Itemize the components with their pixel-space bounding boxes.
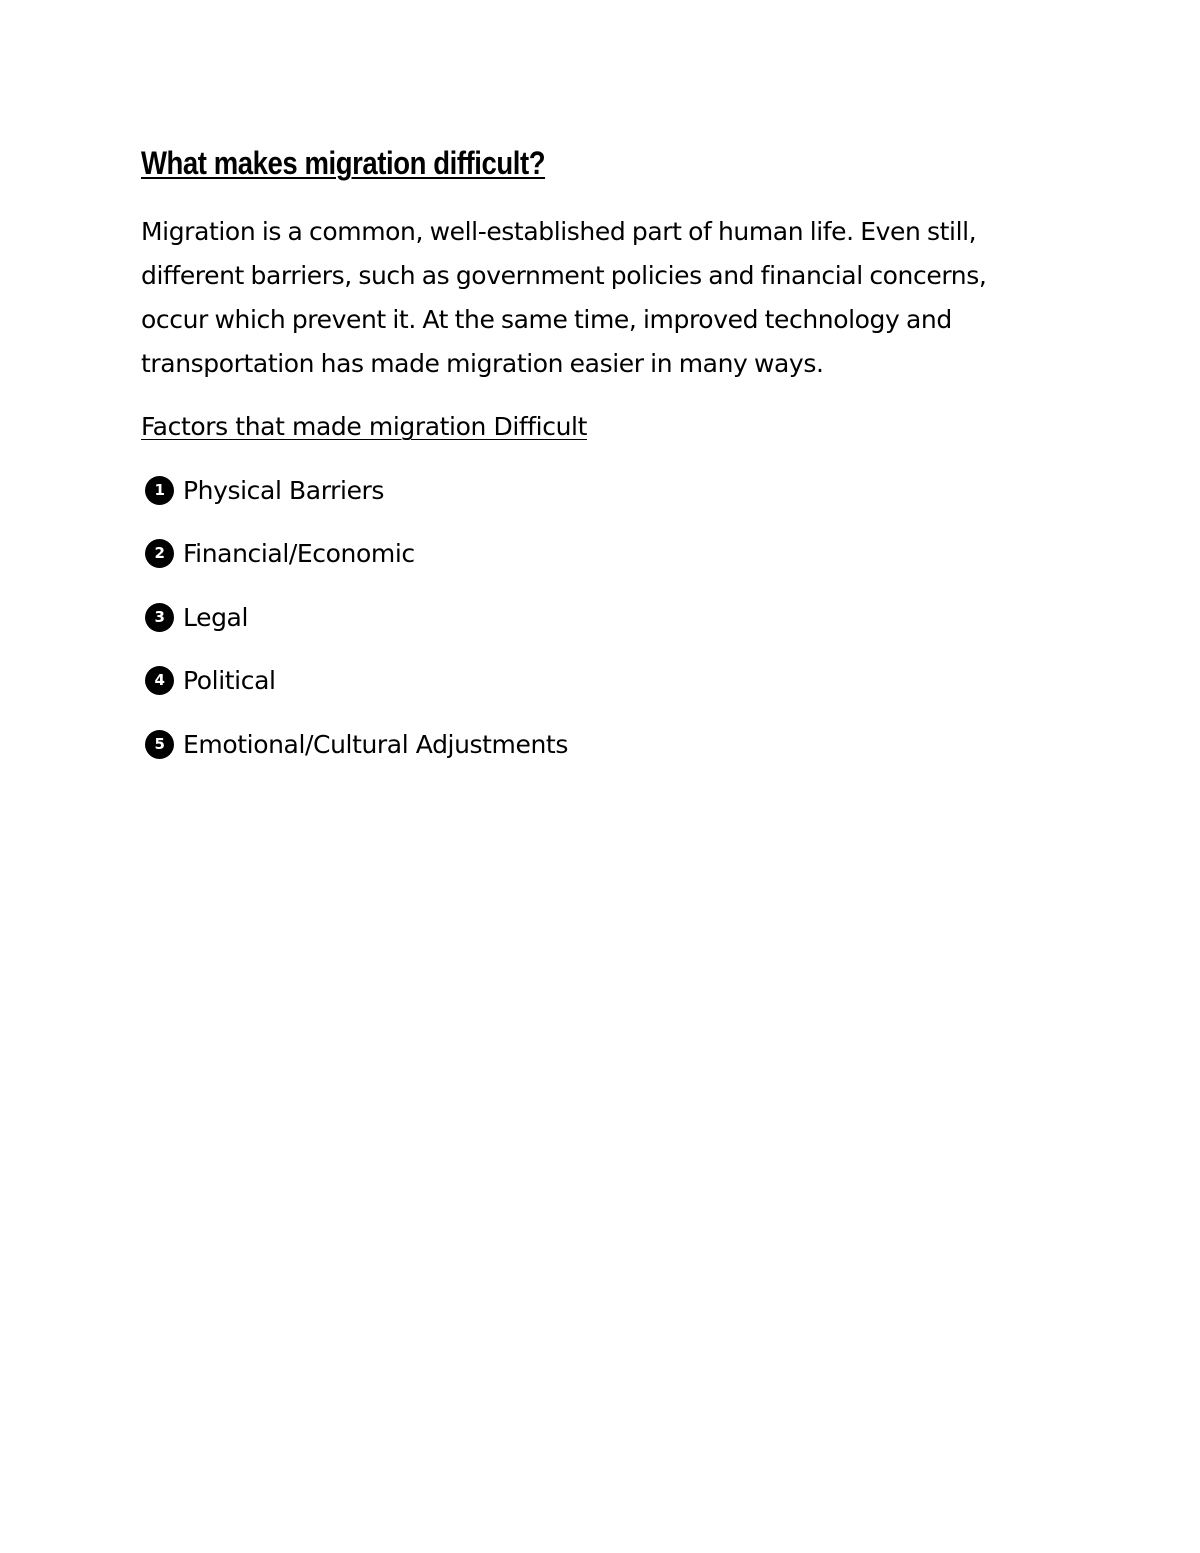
factors-list [145, 468, 568, 786]
factor-label: Physical Barriers [183, 475, 385, 505]
number-3-circle-icon: 3 [145, 603, 174, 632]
factors-subheading: Factors that made migration Difficult [141, 412, 587, 441]
list-item [145, 722, 568, 766]
number-2-circle-icon: 2 [145, 539, 174, 568]
factor-label: Political [183, 666, 276, 695]
factor-label: Financial/Economic [183, 539, 415, 568]
intro-line: transportation has made migration easier in many ways. [141, 349, 824, 378]
list-item [145, 595, 568, 639]
intro-paragraph [141, 210, 1071, 386]
intro-line: different barriers, such as government policies and financial concerns, [141, 261, 987, 290]
list-item [145, 659, 568, 703]
document-title: What makes migration difficult? [141, 145, 546, 181]
intro-line: occur which prevent it. At the same time, improved technology and [141, 305, 952, 334]
number-1-circle-icon: 1 [145, 476, 174, 505]
number-5-circle-icon: 5 [145, 730, 174, 759]
number-4-circle-icon: 4 [145, 666, 174, 695]
intro-line: Migration is a common, well-established part of human life. Even still, [141, 217, 977, 246]
list-item [145, 532, 568, 576]
list-item [145, 468, 568, 512]
factor-label: Emotional/Cultural Adjustments [183, 729, 568, 759]
factor-label: Legal [183, 602, 249, 632]
